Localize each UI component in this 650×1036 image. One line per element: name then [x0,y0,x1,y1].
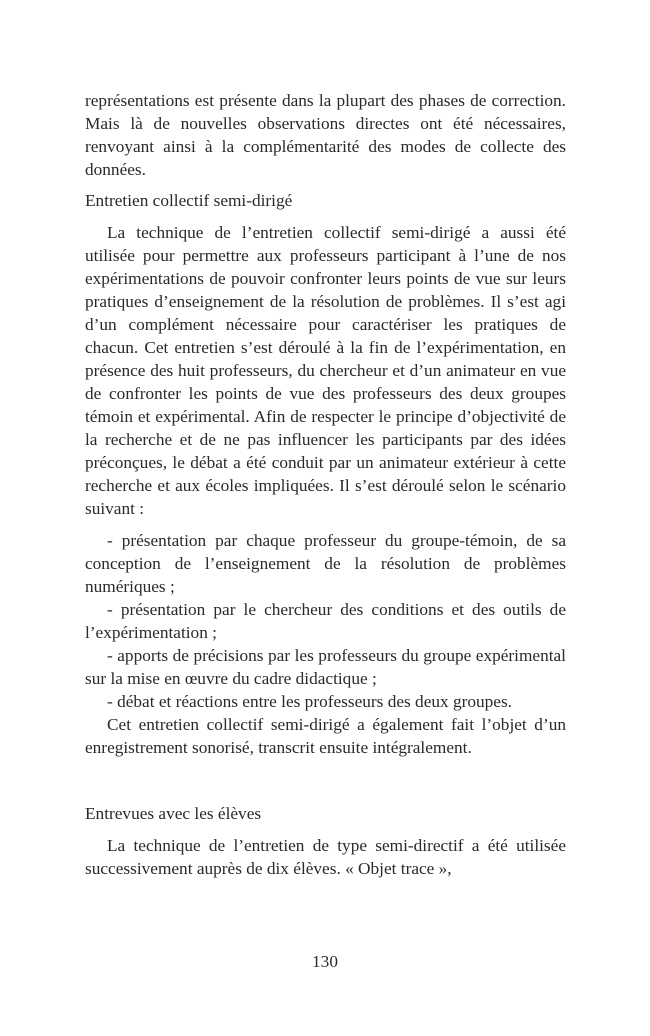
paragraph-collective-interview: La technique de l’entretien collectif semi-dirigé a aussi été utilisée pour permettre aux professeurs participant à l’une de nos expérimentations de pouvoir confronter leurs points de vue sur leurs pratiques d’enseignement de la résolution de problèmes. Il s’est agi d’un complément nécessaire pour caractériser les pratiques de chacun. Cet entretien s’est déroulé à la fin de l’expérimentation, en présence des huit professeurs, du chercheur et d’un animateur en vue de confronter les points de vue des professeurs des deux groupes témoin et expérimental. Afin de respecter le principe d’objectivité de la recherche et de ne pas influencer les participants par des idées préconçues, le débat a été conduit par un animateur extérieur à cette recherche et aux écoles impliquées. Il s’est déroulé selon le scénario suivant : [85,223,566,518]
spacer [85,759,566,802]
spacer [85,520,566,529]
heading-student-interviews: Entrevues avec les élèves [85,804,262,823]
page-number: 130 [312,952,338,971]
spacer [85,181,566,189]
paragraph-recording: Cet entretien collectif semi-dirigé a également fait l’objet d’un enregistrement sonorisé, transcrit ensuite intégralement. [85,715,566,757]
paragraph-student-interviews: La technique de l’entretien de type semi-directif a été utilisée successivement auprès de dix élèves. « Objet trace », [85,836,566,878]
scenario-item: - présentation par le chercheur des conditions et des outils de l’expérimentation ; [85,600,566,642]
scenario-item: - apports de précisions par les professeurs du groupe expérimental sur la mise en œuvre du cadre didactique ; [85,646,566,688]
scenario-item: - présentation par chaque professeur du groupe-témoin, de sa conception de l’enseignement de la résolution de problèmes numériques ; [85,531,566,596]
scenario-list [85,529,566,713]
scenario-item: - débat et réactions entre les professeurs des deux groupes. [107,692,513,711]
spacer [85,212,566,221]
paragraph-intro: représentations est présente dans la plupart des phases de correction. Mais là de nouvelles observations directes ont été nécessaires, renvoyant ainsi à la complémentarité des modes de collecte des données. [85,91,566,179]
spacer [85,825,566,834]
heading-collective-interview: Entretien collectif semi-dirigé [85,191,293,210]
page-body [85,89,566,880]
